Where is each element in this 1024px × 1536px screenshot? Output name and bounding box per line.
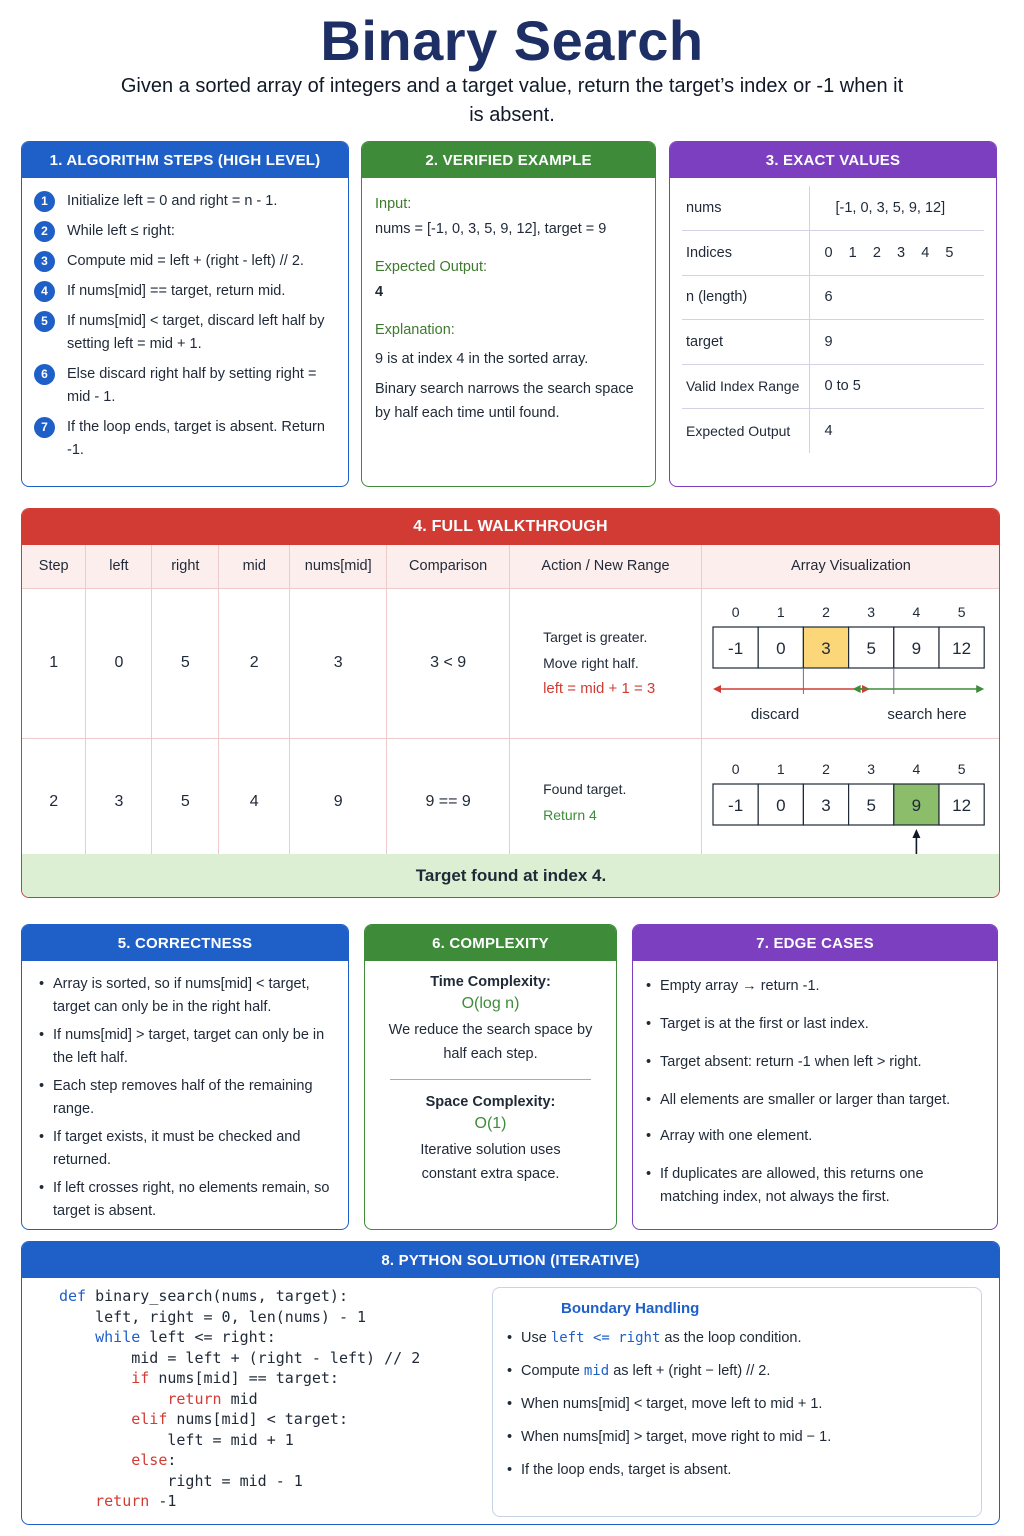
code-keyword: def <box>59 1287 87 1305</box>
step-item <box>34 310 338 356</box>
column-header: Step <box>22 545 86 588</box>
column-header: right <box>152 545 219 588</box>
card-header: 3. EXACT VALUES <box>670 142 996 178</box>
boundary-item: • If the loop ends, target is absent. <box>507 1462 831 1495</box>
boundary-item <box>507 1363 831 1396</box>
cell-left: 3 <box>86 738 152 865</box>
index-label: 3 <box>867 603 876 620</box>
list-item: • Each step removes half of the remaining range. <box>39 1075 338 1121</box>
list-item: • Empty array → return -1. <box>646 975 967 998</box>
step-number-badge: 1 <box>34 191 55 212</box>
list-item: • If duplicates are allowed, this returns one matching index, not always the first. <box>646 1163 967 1209</box>
cell-action <box>510 738 702 865</box>
boundary-title: Boundary Handling <box>561 1300 700 1317</box>
up-arrow-icon <box>912 829 920 838</box>
space-complexity-desc: Iterative solution uses constant extra space. <box>420 1142 561 1182</box>
column-header: Array Visualization <box>701 545 1000 588</box>
code-keyword: elif <box>131 1410 168 1428</box>
code-line <box>59 1389 420 1410</box>
code-keyword: if <box>131 1369 150 1387</box>
step-item <box>34 363 338 409</box>
array-value: 3 <box>821 638 831 658</box>
code-line <box>59 1430 420 1451</box>
action-return: Return 4 <box>543 806 597 823</box>
time-complexity-value: O(log n) <box>461 995 520 1012</box>
action-line: Target is greater. <box>543 629 648 645</box>
array-value: 12 <box>952 795 972 815</box>
code-inline: mid <box>583 1363 610 1379</box>
index-label: 3 <box>867 760 876 777</box>
list-item: • Target absent: return -1 when left > right. <box>646 1051 967 1074</box>
cell-mid: 4 <box>219 738 290 865</box>
search-here-label: search here <box>887 705 967 723</box>
array-value: 5 <box>866 795 876 815</box>
array-value: 0 <box>776 638 786 658</box>
explanation-label: Explanation: <box>375 322 455 338</box>
page-subtitle: Given a sorted array of integers and a target value, return the target’s index or -1 when it is absent. <box>120 75 904 126</box>
code-block <box>59 1286 420 1512</box>
code-text: nums[mid] == target: <box>149 1369 339 1387</box>
array-value: 9 <box>911 795 922 815</box>
code-line <box>59 1286 420 1307</box>
edge-cases-list <box>633 975 997 1209</box>
cell-step: 1 <box>22 588 86 738</box>
index-label: 0 <box>731 603 740 620</box>
value-val: 6 <box>809 275 984 320</box>
code-line <box>59 1471 420 1492</box>
code-text: -1 <box>149 1492 177 1510</box>
action-line: Found target. <box>543 780 627 797</box>
value-val: 0 to 5 <box>809 364 984 409</box>
code-inline: left <= right <box>550 1330 661 1346</box>
code-keyword: else <box>131 1451 168 1469</box>
card-header: 4. FULL WALKTHROUGH <box>22 509 999 545</box>
column-header: left <box>86 545 152 588</box>
array-visualization <box>701 738 1000 865</box>
index-label: 4 <box>912 760 921 777</box>
steps-list <box>22 178 348 462</box>
cell-comparison: 3 < 9 <box>387 588 510 738</box>
code-keyword: return <box>95 1492 150 1510</box>
cell-right: 5 <box>152 588 219 738</box>
exact-values-card <box>669 141 997 487</box>
list-item: • Array is sorted, so if nums[mid] < target, target can only be in the right half. <box>39 973 338 1019</box>
text: as left + (right − left) // 2. <box>609 1363 771 1379</box>
step-text: If nums[mid] == target, return mid. <box>67 283 286 299</box>
step-number-badge: 5 <box>34 311 55 332</box>
divider <box>390 1079 591 1080</box>
column-header: nums[mid] <box>290 545 387 588</box>
card-header: 5. CORRECTNESS <box>22 925 348 961</box>
text: Compute <box>521 1363 584 1379</box>
explanation-line: Binary search narrows the search space by half each time until found. <box>375 381 634 421</box>
code-text: mid <box>221 1389 258 1408</box>
values-row <box>682 186 984 231</box>
step-item <box>34 190 338 213</box>
card-header: 8. PYTHON SOLUTION (ITERATIVE) <box>22 1242 999 1278</box>
step-text: Compute mid = left + (right - left) // 2. <box>67 253 304 269</box>
code-text: left, right = 0, len(nums) - 1 <box>95 1307 367 1326</box>
array-visualization <box>701 588 1000 738</box>
walkthrough-card <box>21 508 1000 898</box>
value-val: [-1, 0, 3, 5, 9, 12] <box>809 186 984 231</box>
space-complexity-label: Space Complexity: <box>425 1094 556 1110</box>
output-value: 4 <box>375 284 384 300</box>
card-header: 6. COMPLEXITY <box>365 925 616 961</box>
array-value: 9 <box>911 638 922 658</box>
step-number-badge: 7 <box>34 417 55 438</box>
value-key: target <box>682 320 809 365</box>
step-number-badge: 2 <box>34 221 55 242</box>
found-banner: Target found at index 4. <box>22 854 1000 897</box>
array-value: -1 <box>727 795 744 815</box>
output-label: Expected Output: <box>375 259 488 275</box>
value-val: 0 1 2 3 4 5 <box>809 231 984 276</box>
boundary-item: • When nums[mid] < target, move left to mid + 1. <box>507 1396 831 1429</box>
index-label: 0 <box>731 760 740 777</box>
code-text: mid = left + (right - left) // 2 <box>131 1348 421 1367</box>
value-key: Expected Output <box>682 409 809 454</box>
code-text: binary_search(nums, target): <box>86 1287 348 1305</box>
correctness-card <box>21 924 349 1230</box>
values-row <box>682 231 984 276</box>
code-line <box>59 1327 420 1348</box>
verified-example-card <box>361 141 656 487</box>
cell-action <box>510 588 702 738</box>
index-label: 2 <box>822 760 830 777</box>
value-key: nums <box>682 186 809 231</box>
value-key: Valid Index Range <box>682 364 809 409</box>
step-text: If nums[mid] < target, discard left half by setting left = mid + 1. <box>67 313 325 352</box>
discard-label: discard <box>750 705 800 723</box>
step-text: Else discard right half by setting right = mid - 1. <box>67 366 317 405</box>
list-item: • If target exists, it must be checked and returned. <box>39 1126 338 1172</box>
boundary-handling-box <box>492 1287 982 1517</box>
page-title: Binary Search <box>320 9 704 72</box>
cell-nums-mid: 9 <box>290 738 387 865</box>
boundary-item <box>507 1330 831 1363</box>
input-value: nums = [-1, 0, 3, 5, 9, 12], target = 9 <box>375 221 607 237</box>
action-line: Move right half. <box>543 655 639 671</box>
list-item: • If left crosses right, no elements remain, so target is absent. <box>39 1177 338 1223</box>
step-item <box>34 280 338 303</box>
array-viz-step-1 <box>702 589 1000 733</box>
values-row <box>682 320 984 365</box>
array-value: 3 <box>821 795 831 815</box>
cell-left: 0 <box>86 588 152 738</box>
array-value: 12 <box>952 638 972 658</box>
code-text: nums[mid] < target: <box>167 1410 348 1428</box>
cell-nums-mid: 3 <box>290 588 387 738</box>
edge-cases-card <box>632 924 998 1230</box>
card-header: 7. EDGE CASES <box>633 925 997 961</box>
code-text: : <box>167 1451 177 1469</box>
list-item: • Target is at the first or last index. <box>646 1013 967 1036</box>
array-value: -1 <box>727 638 744 658</box>
time-complexity-desc: We reduce the search space by half each step. <box>388 1022 593 1062</box>
code-text: right = mid - 1 <box>167 1471 303 1490</box>
code-line <box>59 1491 420 1512</box>
code-text: left = mid + 1 <box>167 1430 294 1449</box>
list-item: • Array with one element. <box>646 1125 967 1148</box>
value-val: 4 <box>824 423 833 439</box>
values-table <box>682 186 984 453</box>
index-label: 1 <box>776 603 785 620</box>
time-complexity-label: Time Complexity: <box>430 974 551 990</box>
index-label: 5 <box>957 603 966 620</box>
index-label: 4 <box>912 603 921 620</box>
text: as the loop condition. <box>660 1330 802 1346</box>
column-header: Comparison <box>387 545 510 588</box>
value-val: 9 <box>809 320 984 365</box>
step-item <box>34 250 338 273</box>
arrow-head-left <box>713 685 721 693</box>
array-value: 0 <box>776 795 786 815</box>
code-keyword: return <box>167 1389 222 1408</box>
step-item <box>34 416 338 462</box>
action-update: left = mid + 1 = 3 <box>543 680 656 697</box>
step-number-badge: 3 <box>34 251 55 272</box>
python-solution-card <box>21 1241 1000 1525</box>
step-number-badge: 6 <box>34 364 55 385</box>
list-item: • All elements are smaller or larger than target. <box>646 1089 967 1112</box>
step-number-badge: 4 <box>34 281 55 302</box>
step-text: Initialize left = 0 and right = n - 1. <box>67 193 278 209</box>
arrow-head-right <box>976 685 984 693</box>
index-label: 5 <box>957 760 966 777</box>
card-header: 1. ALGORITHM STEPS (HIGH LEVEL) <box>22 142 348 178</box>
algorithm-steps-card <box>21 141 349 487</box>
cell-step: 2 <box>22 738 86 865</box>
array-value: 5 <box>866 638 876 658</box>
input-label: Input: <box>375 196 412 212</box>
cell-right: 5 <box>152 738 219 865</box>
code-line <box>59 1409 420 1430</box>
step-item <box>34 220 338 243</box>
code-line <box>59 1348 420 1369</box>
values-row <box>682 275 984 320</box>
explanation-line: 9 is at index 4 in the sorted array. <box>375 351 589 367</box>
index-label: 1 <box>776 760 785 777</box>
arrow-head-left <box>853 685 861 693</box>
code-line <box>59 1450 420 1471</box>
complexity-card <box>364 924 617 1230</box>
cell-comparison: 9 == 9 <box>387 738 510 865</box>
text: Use <box>521 1330 551 1346</box>
walkthrough-table <box>22 545 1000 866</box>
list-item: • If nums[mid] > target, target can only be in the left half. <box>39 1024 338 1070</box>
card-header: 2. VERIFIED EXAMPLE <box>362 142 655 178</box>
values-row <box>682 409 984 454</box>
step-text: If the loop ends, target is absent. Return -1. <box>67 419 325 458</box>
value-key: n (length) <box>682 275 809 320</box>
code-line <box>59 1368 420 1389</box>
column-header: Action / New Range <box>510 545 702 588</box>
code-line <box>59 1307 420 1328</box>
space-complexity-value: O(1) <box>474 1115 507 1132</box>
boundary-item: • When nums[mid] > target, move right to mid − 1. <box>507 1429 831 1462</box>
cell-mid: 2 <box>219 588 290 738</box>
step-text: While left ≤ right: <box>67 223 175 239</box>
correctness-list <box>22 973 348 1223</box>
value-key: Indices <box>682 231 809 276</box>
index-label: 2 <box>822 603 830 620</box>
values-row <box>682 364 984 409</box>
code-text: left <= right: <box>140 1328 276 1346</box>
code-keyword: while <box>95 1328 141 1346</box>
column-header: mid <box>219 545 290 588</box>
array-viz-step-2 <box>702 739 1000 860</box>
